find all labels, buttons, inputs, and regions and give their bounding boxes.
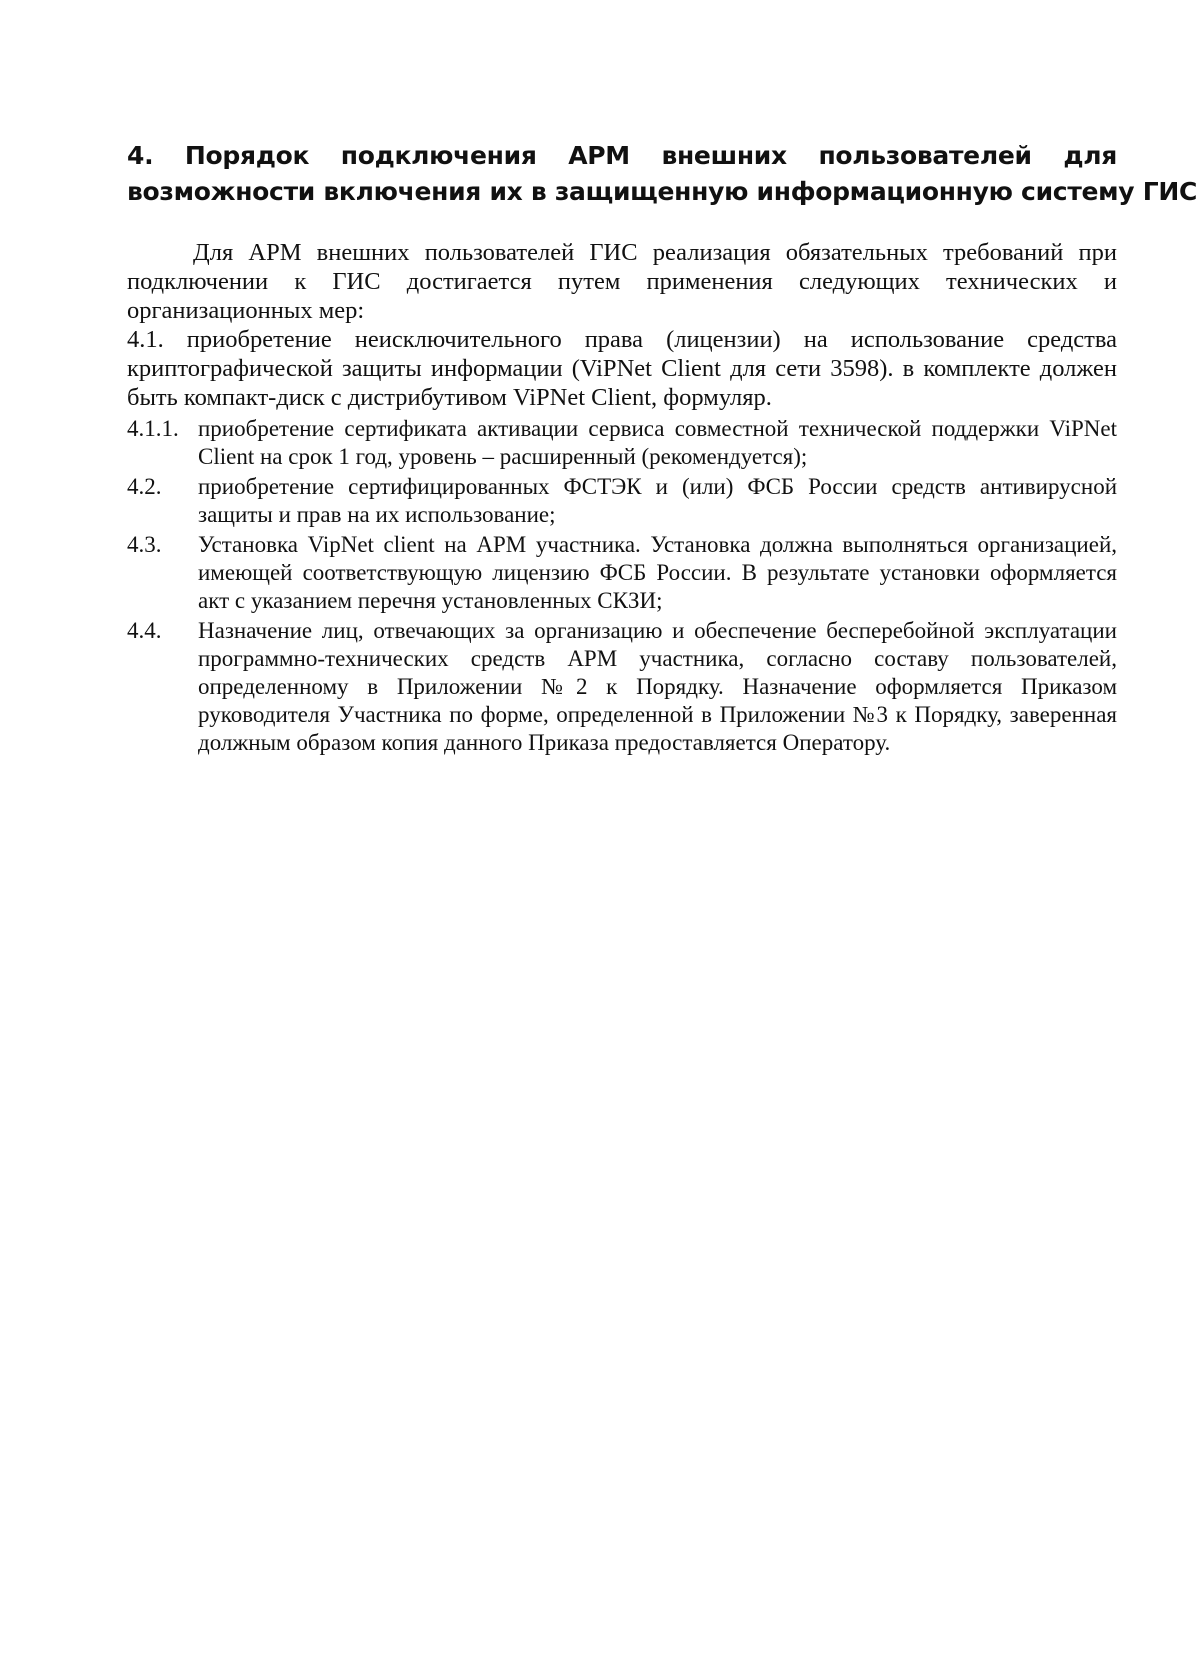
list-item: [127, 531, 1117, 615]
section-heading-line2: возможности включения их в защищенную информационную систему ГИС: [127, 177, 1197, 206]
list-item: [127, 617, 1117, 757]
section-body: [127, 238, 1117, 757]
heading-word: пользователей: [818, 141, 1032, 170]
list-item-text: приобретение сертификата активации сервиса совместной технической поддержки ViPNet Client на срок 1 год, уровень – расширенный (рекомендуется);: [198, 416, 1117, 469]
clause-4-1: 4.1. приобретение неисключительного права (лицензии) на использование средства криптографической защиты информации (ViPNet Client для сети 3598). в комплекте должен быть компакт-диск с дистрибутивом ViPNet Client, формуляр.: [127, 326, 1117, 411]
heading-word: внешних: [661, 141, 787, 170]
heading-word: для: [1063, 141, 1117, 170]
list-item-number: 4.1.1.: [127, 416, 179, 441]
list-item-text: Установка VipNet client на АРМ участника. Установка должна выполняться организацией, имеющей соответствующую лицензию ФСБ России. В результате установки оформляется акт с указанием перечня установленных СКЗИ;: [198, 532, 1117, 613]
list-item-text: приобретение сертифицированных ФСТЭК и (или) ФСБ России средств антивирусной защиты и прав на их использование;: [198, 474, 1117, 527]
heading-word: подключения: [340, 141, 537, 170]
intro-paragraph: Для АРМ внешних пользователей ГИС реализация обязательных требований при подключении к ГИС достигается путем применения следующих технических и организационных мер:: [127, 239, 1117, 324]
heading-word: АРМ: [568, 141, 630, 170]
list-item-text: Назначение лиц, отвечающих за организацию и обеспечение бесперебойной эксплуатации программно-технических средств АРМ участника, согласно составу пользователей, определенному в Приложении №2 к Порядку. Назначение оформляется Приказом руководителя Участника по форме, определенной в Приложении №3 к Порядку, заверенная должным образом копия данного Приказа предоставляется Оператору.: [198, 618, 1117, 755]
list-item: [127, 415, 1117, 471]
heading-word: Порядок: [184, 141, 310, 170]
section-number: 4.: [127, 141, 154, 170]
list-item-number: 4.4.: [127, 618, 162, 643]
list-item-number: 4.3.: [127, 532, 162, 557]
section-heading: [127, 138, 1197, 210]
list-item: [127, 473, 1117, 529]
section-heading-line1: [127, 138, 1117, 174]
list-item-number: 4.2.: [127, 474, 162, 499]
